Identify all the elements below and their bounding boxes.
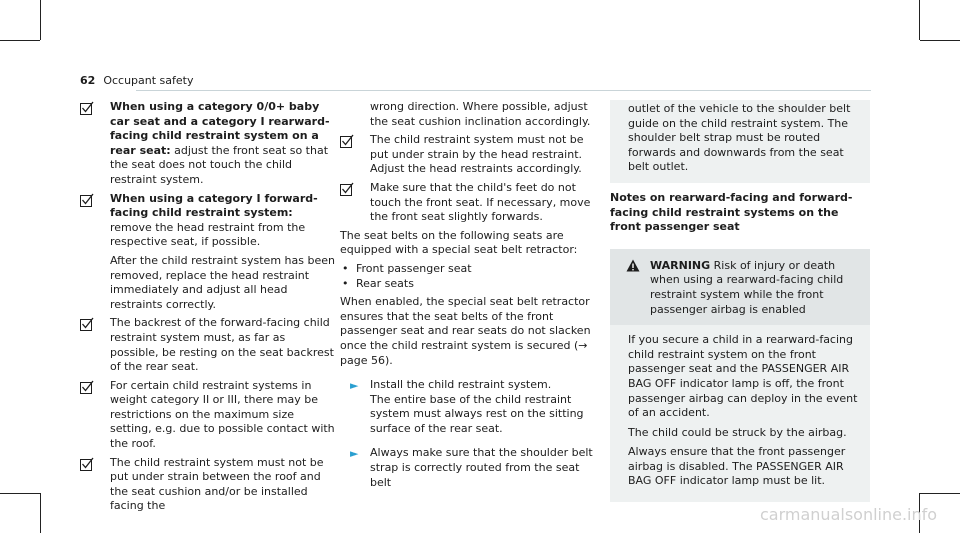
column-3 [610,100,870,502]
continued-step-box [610,100,870,183]
check-item-text: The child restraint system must not be put under strain by the head restraint. Adjust the head restraints accordingly. [370,133,584,176]
crop-mark [40,493,41,533]
page-header [80,74,193,87]
check-item [340,133,598,177]
checkbox-icon [80,380,94,394]
instruction-step [340,378,598,436]
warning-triangle-icon [626,259,640,272]
checkbox-icon [80,101,94,115]
check-item-bold: When using a category 0/0+ baby car seat and a category I rearward-facing child restraint system on a rear seat: [110,100,330,157]
seat-list [340,262,598,291]
warning-body [610,325,870,502]
crop-mark [0,40,40,41]
check-item [80,456,336,514]
check-item [80,100,336,188]
header-rule [136,90,871,91]
column-2 [340,100,598,500]
check-item-text: The backrest of the forward-facing child restraint system must, as far as possible, be resting on the seat backrest of the rear seat. [110,316,334,374]
instruction-step [340,446,598,490]
crop-mark [40,0,41,40]
column-1 [80,100,336,518]
warning-head-text: Risk of injury or death when using a rearward-facing child restraint system while the front passenger airbag is enabled [650,258,844,316]
check-item [80,192,336,313]
section-title: Occupant safety [103,74,194,87]
retractor-paragraph: When enabled, the special seat belt retractor ensures that the seat belts of the front passenger seat and rear seats do not slacken once the child restraint system is secured (→ page 56). [340,295,591,367]
warning-box [610,249,870,502]
continued-text: outlet of the vehicle to the shoulder belt guide on the child restraint system. The shoulder belt strap must be routed forwards and downwards from the seat belt outlet. [628,102,851,174]
warning-header [610,249,870,325]
crop-mark [919,0,920,40]
check-item-extra: After the child restraint system has been removed, replace the head restraint immediately and adjust all head restraints correctly. [110,253,335,311]
checkbox-icon [80,317,94,331]
watermark: carmanualsonline.info [760,505,938,524]
check-item-bold: When using a category I forward-facing child restraint system: [110,191,318,220]
checkbox-icon [340,182,354,196]
crop-mark [920,40,960,41]
list-item: • Rear seats [340,277,598,292]
step-text: Install the child restraint system. [370,378,552,392]
page-number: 62 [80,74,96,87]
intro-paragraph: The seat belts on the following seats are equipped with a special seat belt retractor: [340,228,578,257]
checkbox-icon [80,457,94,471]
warning-paragraph: If you secure a child in a rearward-facing child restraint system on the front passenger seat and the PASSENGER AIR BAG OFF indicator lamp is off, the front passenger airbag can deploy in the event of an accident. [628,333,858,420]
warning-paragraph: Always ensure that the front passenger airbag is disabled. The PASSENGER AIR BAG OFF indicator lamp must be lit. [628,445,846,488]
crop-mark [920,493,960,494]
step-detail: The entire base of the child restraint system must always rest on the sitting surface of the rear seat. [370,392,584,435]
check-item-text: Make sure that the child's feet do not touch the front seat. If necessary, move the front seat slightly forwards. [370,180,591,224]
check-item [80,379,336,452]
warning-paragraph: The child could be struck by the airbag. [628,425,847,439]
step-arrow-icon: ► [350,379,359,393]
checkbox-icon [80,193,94,207]
warning-label: WARNING [650,258,711,272]
step-arrow-icon: ► [350,447,359,461]
continued-text: wrong direction. Where possible, adjust the seat cushion inclination accordingly. [370,100,591,128]
check-item-text: remove the head restraint from the respective seat, if possible. [110,220,306,249]
checkbox-icon [340,134,354,148]
check-item-text: adjust the front seat so that the seat does not touch the child restraint system. [110,143,329,186]
list-item: • Front passenger seat [340,262,598,277]
check-item-text: For certain child restraint systems in weight category II or III, there may be restrictions on the maximum size setting, e.g. due to possible contact with the roof. [110,378,335,451]
step-text: Always make sure that the shoulder belt strap is correctly routed from the seat belt [370,446,593,489]
check-item [80,316,336,374]
check-item [340,181,598,225]
check-item-text: The child restraint system must not be put under strain between the roof and the seat cushion and/or be installed facing the [110,455,324,513]
section-heading: Notes on rearward-facing and forward-facing child restraint systems on the front passenger seat [610,190,853,234]
crop-mark [0,493,40,494]
